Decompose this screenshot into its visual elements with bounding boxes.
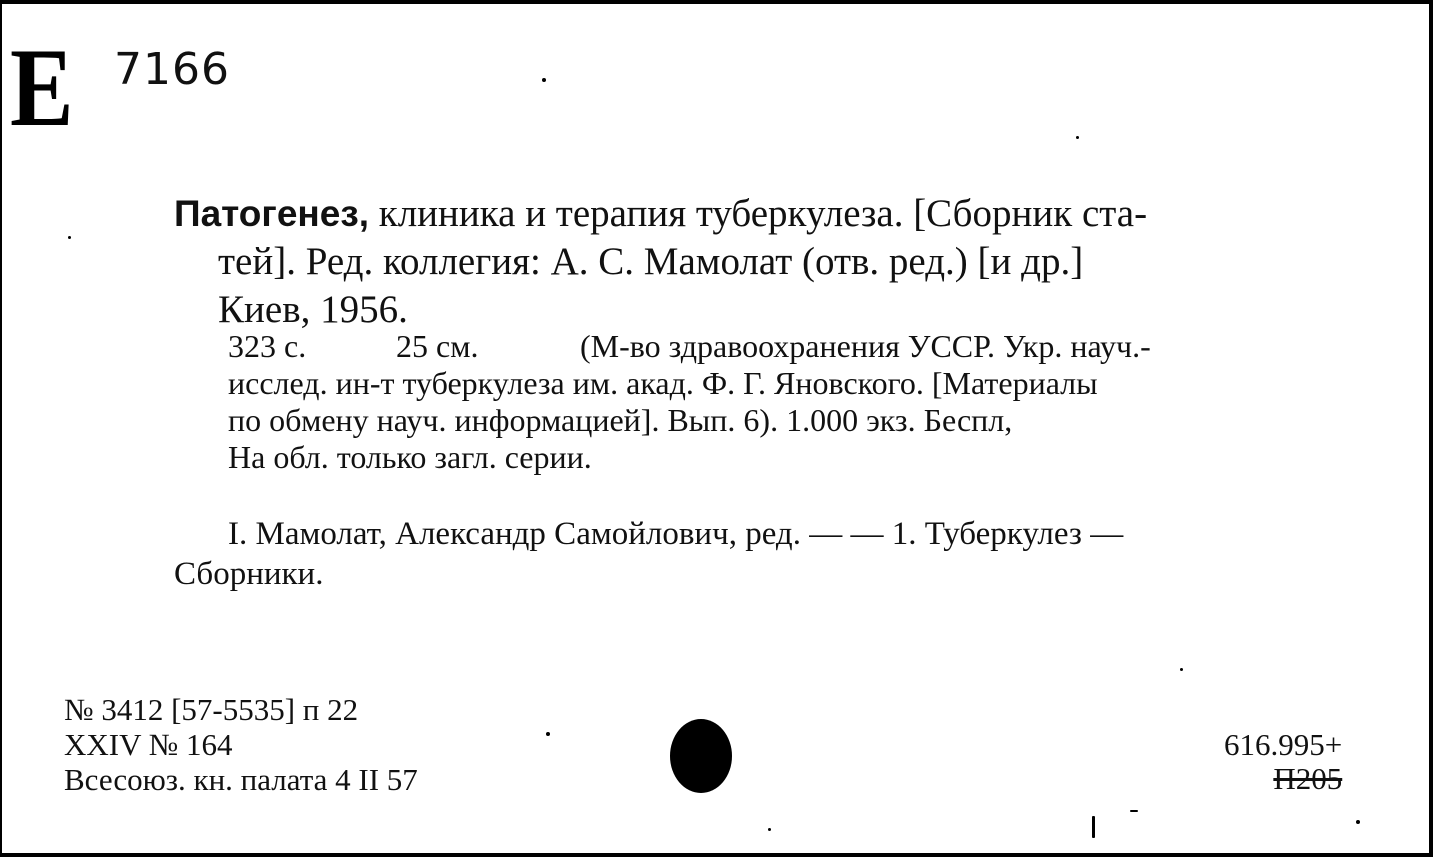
ink-speck	[1180, 668, 1183, 671]
size: 25 см.	[396, 328, 479, 364]
description-line-3: по обмену науч. информацией]. Вып. 6). 1.000 экз. Беспл,	[228, 402, 1013, 438]
registration-info	[64, 692, 418, 797]
ink-speck	[1076, 136, 1079, 139]
ink-speck	[1130, 810, 1138, 812]
tracings	[174, 514, 1123, 594]
title-bold: Патогенез,	[174, 193, 369, 234]
classification-mark: +	[1324, 727, 1343, 762]
cancelled-code: П205	[1273, 761, 1343, 796]
registration-line-2: XXIV № 164	[64, 727, 233, 762]
classification-number-row	[1224, 728, 1342, 762]
ink-speck	[1356, 820, 1360, 824]
shelfmark-number: 7166	[114, 44, 230, 95]
registration-line-3: Всесоюз. кн. палата 4 II 57	[64, 762, 418, 797]
title-rest: клиника и терапия туберкулеза. [Сборник ста-	[369, 192, 1148, 235]
pages: 323 с.	[228, 328, 307, 364]
physical-description	[228, 328, 1151, 476]
registration-line-1: № 3412 [57-5535] п 22	[64, 692, 359, 727]
punch-hole	[670, 719, 732, 793]
description-line-2: исслед. ин-т туберкулеза им. акад. Ф. Г. Яновского. [Материалы	[228, 365, 1098, 401]
description-line-4: На обл. только загл. серии.	[228, 439, 592, 475]
heading-line-3: Киев, 1956.	[218, 288, 408, 331]
classification-number: 616.995	[1224, 727, 1325, 762]
series-start: (М-во здравоохранения УССР. Укр. науч.-	[580, 328, 1151, 364]
classification-block	[1224, 728, 1342, 796]
ink-speck	[68, 236, 71, 239]
ink-speck	[768, 828, 771, 831]
tracing-line-2: Сборники.	[174, 556, 324, 592]
description-line-1	[228, 328, 1151, 365]
ink-speck	[546, 732, 550, 736]
heading-line-2: тей]. Ред. коллегия: А. С. Мамолат (отв. ред.) [и др.]	[218, 240, 1084, 283]
tracing-line-1: I. Мамолат, Александр Самойлович, ред. — — 1. Туберкулез —	[228, 516, 1124, 552]
heading-line-1	[174, 190, 1147, 238]
ink-mark	[1092, 816, 1095, 838]
shelfmark-letter: Е	[10, 26, 74, 150]
ink-speck	[542, 78, 546, 82]
bibliographic-heading	[174, 190, 1147, 334]
